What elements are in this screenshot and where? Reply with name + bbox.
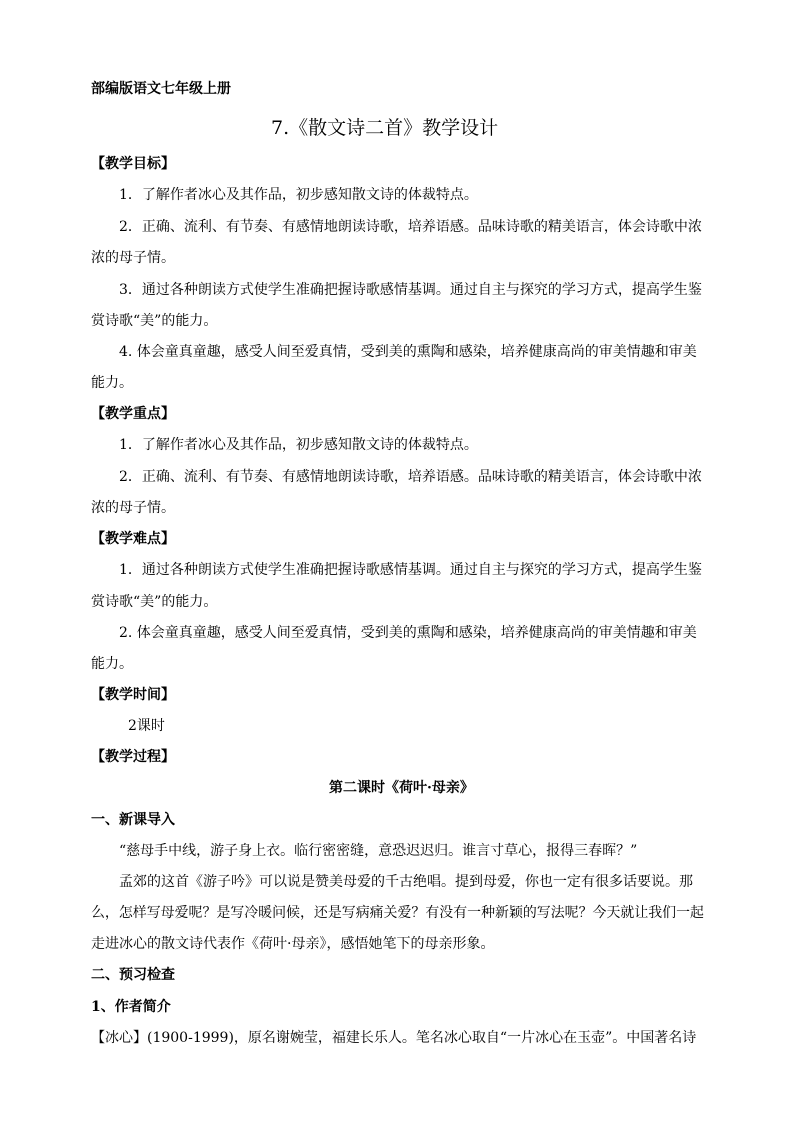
intro-paragraph-line-3: 走进冰心的散文诗代表作《荷叶·母亲》，感悟她笔下的母亲形象。 [91, 936, 495, 952]
intro-poem: “慈母手中线，游子身上衣。临行密密缝，意恐迟迟归。谁言寸草心，报得三春晖？” [119, 843, 638, 859]
section-heading-goals: 【教学目标】 [91, 156, 175, 172]
section-heading-difficulties: 【教学难点】 [91, 531, 175, 547]
page-title: 7.《散文诗二首》教学设计 [271, 117, 499, 139]
lesson-title: 第二课时《荷叶·母亲》 [329, 780, 474, 796]
key-point-item-2-line-2: 浓的母子情。 [91, 500, 175, 516]
key-point-item-2-line-1: 2．正确、流利、有节奏、有感情地朗读诗歌，培养语感。品味诗歌的精美语言，体会诗歌中浓 [119, 469, 702, 485]
goal-item-2-line-1: 2．正确、流利、有节奏、有感情地朗读诗歌，培养语感。品味诗歌的精美语言，体会诗歌中浓 [119, 219, 702, 235]
section-heading-key-points: 【教学重点】 [91, 406, 175, 422]
section-heading-process: 【教学过程】 [91, 749, 175, 765]
intro-paragraph-line-2: 么，怎样写母爱呢？是写冷暖问候，还是写病痛关爱？有没有一种新颖的写法呢？今天就让我们一起 [91, 905, 704, 921]
difficulty-item-1-line-2: 赏诗歌“美”的能力。 [91, 594, 218, 610]
author-intro-line: 【冰心】(1900-1999)，原名谢婉莹，福建长乐人。笔名冰心取自“一片冰心在玉壶”。中国著名诗 [91, 1030, 697, 1046]
time-value: 2课时 [128, 718, 165, 734]
intro-paragraph-line-1: 孟郊的这首《游子吟》可以说是赞美母爱的千古绝唱。提到母爱，你也一定有很多话要说。那 [119, 874, 693, 890]
goal-item-3-line-2: 赏诗歌“美”的能力。 [91, 313, 218, 329]
difficulty-item-1-line-1: 1．通过各种朗读方式使学生准确把握诗歌感情基调。通过自主与探究的学习方式，提高学生鉴 [119, 562, 702, 578]
section-heading-time: 【教学时间】 [91, 687, 175, 703]
goal-item-2-line-2: 浓的母子情。 [91, 250, 175, 266]
book-label: 部编版语文七年级上册 [91, 81, 231, 97]
goal-item-1: 1．了解作者冰心及其作品，初步感知散文诗的体裁特点。 [119, 187, 478, 203]
difficulty-item-2-line-2: 能力。 [91, 656, 133, 672]
goal-item-4-line-1: 4. 体会童真童趣，感受人间至爱真情，受到美的熏陶和感染，培养健康高尚的审美情趣和审美 [119, 344, 697, 360]
section-heading-intro: 一、新课导入 [91, 812, 175, 828]
difficulty-item-2-line-1: 2. 体会童真童趣，感受人间至爱真情，受到美的熏陶和感染，培养健康高尚的审美情趣和审美 [119, 625, 697, 641]
subheading-author: 1、作者简介 [91, 999, 171, 1015]
section-heading-preview: 二、预习检查 [91, 967, 175, 983]
goal-item-3-line-1: 3．通过各种朗读方式使学生准确把握诗歌感情基调。通过自主与探究的学习方式，提高学生鉴 [119, 282, 702, 298]
key-point-item-1: 1．了解作者冰心及其作品，初步感知散文诗的体裁特点。 [119, 437, 478, 453]
goal-item-4-line-2: 能力。 [91, 375, 133, 391]
